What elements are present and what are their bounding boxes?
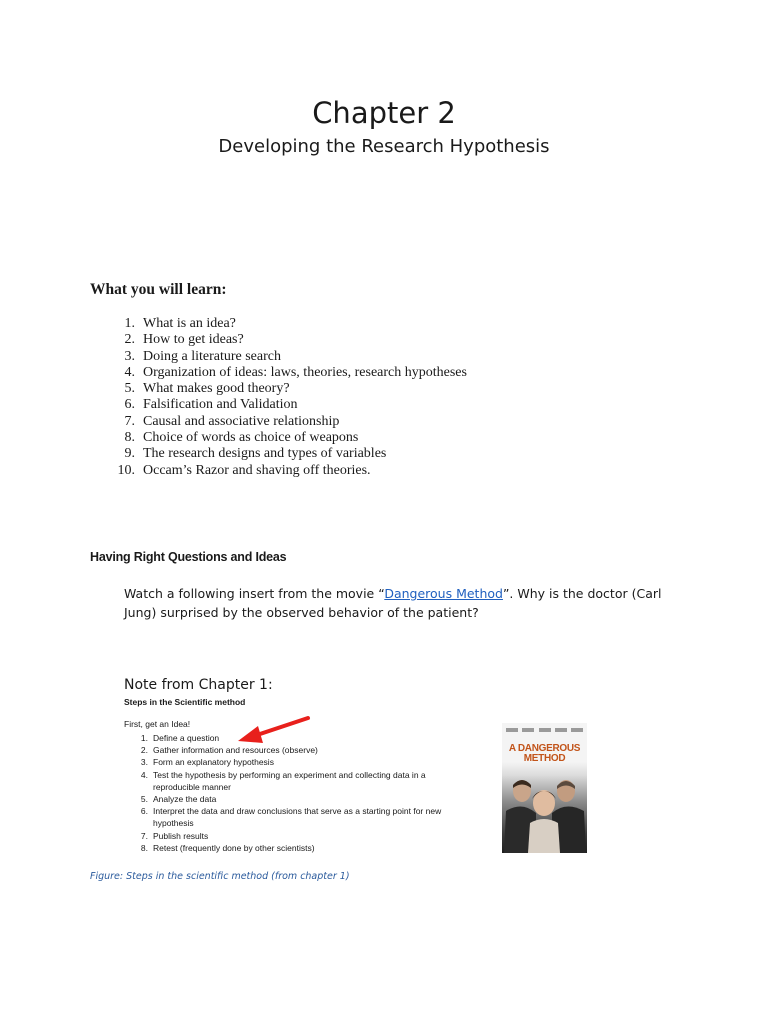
- dangerous-method-link[interactable]: Dangerous Method: [384, 586, 503, 601]
- note-title: Note from Chapter 1:: [124, 677, 273, 693]
- poster-figures-image: [502, 769, 587, 853]
- steps-list: [124, 732, 484, 854]
- list-item: 7. Publish results: [140, 830, 209, 841]
- list-item: 5. Analyze the data: [140, 794, 217, 805]
- chapter-subtitle: Developing the Research Hypothesis: [218, 136, 550, 157]
- list-item: 2. Gather information and resources (observe): [140, 745, 318, 756]
- list-item: 8. Choice of words as choice of weapons: [124, 430, 359, 446]
- steps-intro: First, get an Idea!: [124, 719, 191, 729]
- list-item: 3. Doing a literature search: [124, 348, 281, 364]
- list-item: 4. Test the hypothesis by performing an experiment and collecting data in a reproducible manner: [140, 769, 426, 792]
- chapter-title: Chapter 2: [312, 96, 456, 130]
- list-item: 3. Form an explanatory hypothesis: [140, 757, 274, 768]
- learn-list: [110, 316, 467, 479]
- list-item: 9. The research designs and types of variables: [124, 446, 387, 462]
- list-item: 1. Define a question: [140, 733, 220, 743]
- section-heading: Having Right Questions and Ideas: [90, 550, 287, 564]
- list-item: 4. Organization of ideas: laws, theories, research hypotheses: [124, 364, 467, 380]
- list-item: 6. Falsification and Validation: [124, 397, 298, 413]
- list-item: 5. What makes good theory?: [124, 381, 290, 397]
- question-paragraph: Watch a following insert from the movie “Dangerous Method”. Why is the doctor (Carl Jung) surprised by the observed behavior of the patient?: [124, 586, 662, 620]
- steps-heading: Steps in the Scientific method: [124, 697, 246, 707]
- learn-heading: What you will learn:: [90, 281, 227, 298]
- list-item: 6. Interpret the data and draw conclusions that serve as a starting point for new hypothesis: [140, 806, 442, 829]
- list-item: 1. What is an idea?: [124, 316, 236, 331]
- list-item: 8. Retest (frequently done by other scientists): [140, 842, 315, 853]
- poster-title: A DANGEROUS METHOD: [508, 743, 581, 764]
- figure-caption: Figure: Steps in the scientific method (from chapter 1): [90, 871, 350, 882]
- list-item: 7. Causal and associative relationship: [124, 413, 340, 429]
- movie-poster: [502, 723, 587, 853]
- list-item: 2. How to get ideas?: [124, 332, 244, 348]
- list-item: 10. Occam’s Razor and shaving off theories.: [117, 462, 371, 478]
- poster-credits: [506, 728, 583, 732]
- red-arrow-icon: [236, 714, 316, 748]
